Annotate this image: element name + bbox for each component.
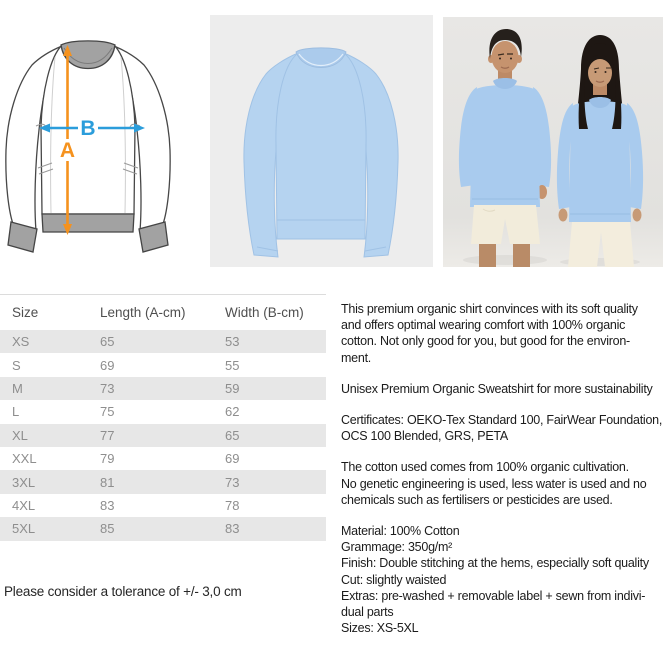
cell-width: 83: [225, 521, 240, 537]
cell-width: 69: [225, 451, 240, 467]
text-line: The cotton used comes from 100% organic cultivation.: [341, 460, 629, 475]
description-paragraph: [341, 301, 667, 366]
cell-width: 78: [225, 497, 240, 513]
sweatshirt-measurement-diagram-icon: [0, 0, 190, 290]
text-line: Certificates: OEKO-Tex Standard 100, FairWear Foundation,: [341, 413, 663, 428]
description-paragraph: [341, 412, 667, 444]
cell-size: S: [12, 357, 21, 373]
cell-width: 55: [225, 357, 240, 373]
tolerance-note: Please consider a tolerance of +/- 3,0 cm: [4, 584, 242, 599]
models-wearing-sweatshirt-image: [443, 17, 663, 267]
cell-size: 3XL: [12, 474, 36, 490]
text-line: cotton. Not only good for you, but good for the environ-: [341, 334, 630, 349]
product-description: [341, 301, 667, 651]
cell-length: 81: [100, 474, 115, 490]
male-model: [459, 29, 551, 267]
size-table-header: [0, 295, 326, 330]
product-photo: [210, 15, 433, 267]
cell-size: XL: [12, 427, 28, 443]
size-table: [0, 294, 326, 541]
blue-sweatshirt-image: [210, 15, 433, 267]
size-diagram: [0, 0, 190, 290]
text-line: This premium organic shirt convinces with its soft quality: [341, 302, 638, 316]
cell-length: 79: [100, 451, 115, 467]
col-header-size: Size: [12, 305, 39, 320]
measurement-label-a: A: [59, 139, 76, 162]
cell-length: 73: [100, 380, 115, 396]
table-row: [0, 517, 326, 540]
text-line: OCS 100 Blended, GRS, PETA: [341, 429, 508, 444]
cell-width: 62: [225, 404, 240, 420]
table-row: [0, 470, 326, 493]
models-photo: [443, 17, 663, 267]
table-row: [0, 447, 326, 470]
text-line: Cut: slightly waisted: [341, 572, 447, 587]
cell-length: 69: [100, 357, 115, 373]
text-line: ment.: [341, 350, 372, 365]
table-row: [0, 353, 326, 376]
cell-width: 65: [225, 427, 240, 443]
text-line: Material: 100% Cotton: [341, 524, 460, 539]
cell-size: 5XL: [12, 521, 36, 537]
col-header-width: Width (B-cm): [225, 305, 304, 320]
description-paragraph: [341, 459, 667, 508]
cell-size: M: [12, 380, 23, 396]
cell-width: 53: [225, 334, 240, 350]
text-line: and offers optimal wearing comfort with 100% organic: [341, 318, 626, 333]
cell-size: XS: [12, 334, 30, 350]
cell-width: 73: [225, 474, 240, 490]
table-row: [0, 424, 326, 447]
cell-size: XXL: [12, 451, 37, 467]
text-line: No genetic engineering is used, less water is used and no: [341, 476, 647, 491]
text-line: chemicals such as fertilisers or pesticides are used.: [341, 492, 613, 507]
description-paragraph: [341, 381, 667, 397]
measurement-label-b: B: [80, 117, 96, 140]
cell-length: 83: [100, 497, 115, 513]
text-line: Grammage: 350g/m²: [341, 540, 453, 555]
cell-length: 85: [100, 521, 115, 537]
table-row: [0, 494, 326, 517]
cell-length: 65: [100, 334, 115, 350]
female-model: [557, 35, 643, 267]
text-line: Unisex Premium Organic Sweatshirt for more sustainability: [341, 381, 653, 396]
table-row: [0, 377, 326, 400]
text-line: Finish: Double stitching at the hems, especially soft quality: [341, 556, 649, 571]
description-paragraph: [341, 523, 667, 636]
text-line: Extras: pre-washed + removable label + sewn from indivi-: [341, 588, 646, 603]
cell-length: 77: [100, 427, 115, 443]
text-line: dual parts: [341, 605, 394, 620]
cell-width: 59: [225, 380, 240, 396]
table-row: [0, 400, 326, 423]
cell-size: L: [12, 404, 20, 420]
cell-size: 4XL: [12, 497, 36, 513]
cell-length: 75: [100, 404, 115, 420]
table-row: [0, 330, 326, 353]
text-line: Sizes: XS-5XL: [341, 621, 419, 636]
col-header-length: Length (A-cm): [100, 305, 186, 320]
